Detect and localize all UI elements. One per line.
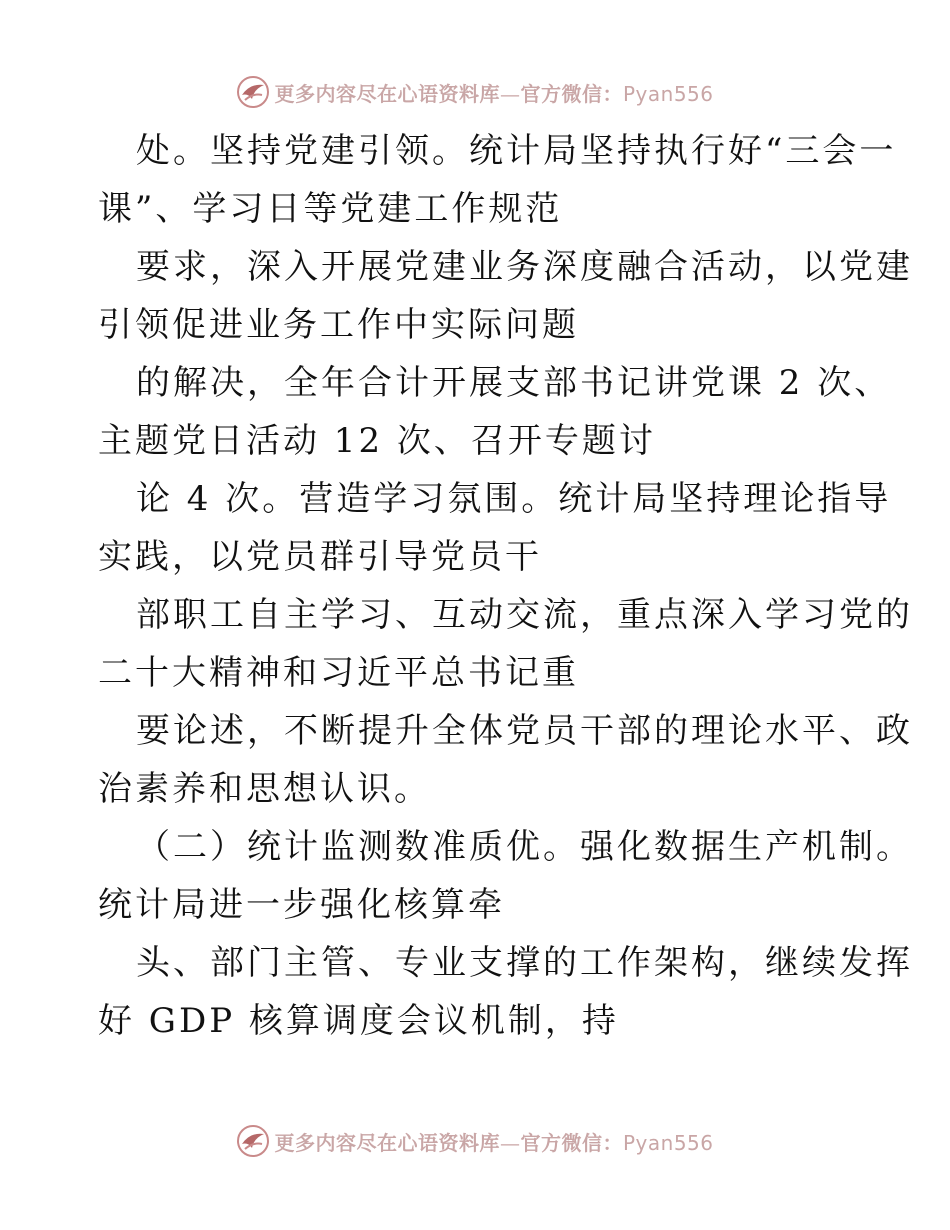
text-line: 部职工自主学习、互动交流，重点深入学习党的 (136, 595, 913, 635)
wind-logo-icon (236, 75, 270, 109)
watermark-wechat-id: Pyan556 (622, 1130, 714, 1155)
header-watermark-banner (0, 72, 950, 112)
text-line: 的解决，全年合计开展支部书记讲党课 2 次、 (136, 363, 892, 403)
text-line: 实践，以党员群引导党员干 (98, 537, 542, 577)
text-line: 要论述，不断提升全体党员干部的理论水平、政 (136, 711, 913, 751)
text-line: 二十大精神和习近平总书记重 (98, 653, 579, 693)
watermark-wechat-label: 官方微信： (520, 81, 623, 106)
text-line: 治素养和思想认识。 (98, 769, 431, 809)
wind-logo-icon (236, 1124, 270, 1158)
text-line: 主题党日活动 12 次、召开专题讨 (98, 421, 656, 461)
text-line: （二）统计监测数准质优。强化数据生产机制。 (136, 827, 913, 867)
watermark-title: 更多内容尽在心语资料库 (274, 1130, 500, 1155)
text-line: 要求，深入开展党建业务深度融合活动，以党建 (136, 247, 913, 287)
document-body (98, 122, 913, 1050)
text-line: 头、部门主管、专业支撑的工作架构，继续发挥 (136, 943, 913, 983)
text-line: 课”、学习日等党建工作规范 (98, 189, 563, 229)
text-line: 好 GDP 核算调度会议机制，持 (98, 1001, 619, 1041)
text-line: 引领促进业务工作中实际问题 (98, 305, 579, 345)
watermark-text (274, 78, 713, 107)
text-line: 论 4 次。营造学习氛围。统计局坚持理论指导 (136, 479, 892, 519)
watermark-text (274, 1127, 713, 1156)
footer-watermark-banner (0, 1121, 950, 1161)
watermark-wechat-label: 官方微信： (520, 1130, 623, 1155)
watermark-wechat-id: Pyan556 (622, 81, 714, 106)
watermark-title: 更多内容尽在心语资料库 (274, 81, 500, 106)
watermark-separator: — (499, 81, 521, 106)
text-line: 统计局进一步强化核算牵 (98, 885, 505, 925)
watermark-separator: — (499, 1130, 521, 1155)
text-line: 处。坚持党建引领。统计局坚持执行好“三会一 (136, 131, 897, 171)
